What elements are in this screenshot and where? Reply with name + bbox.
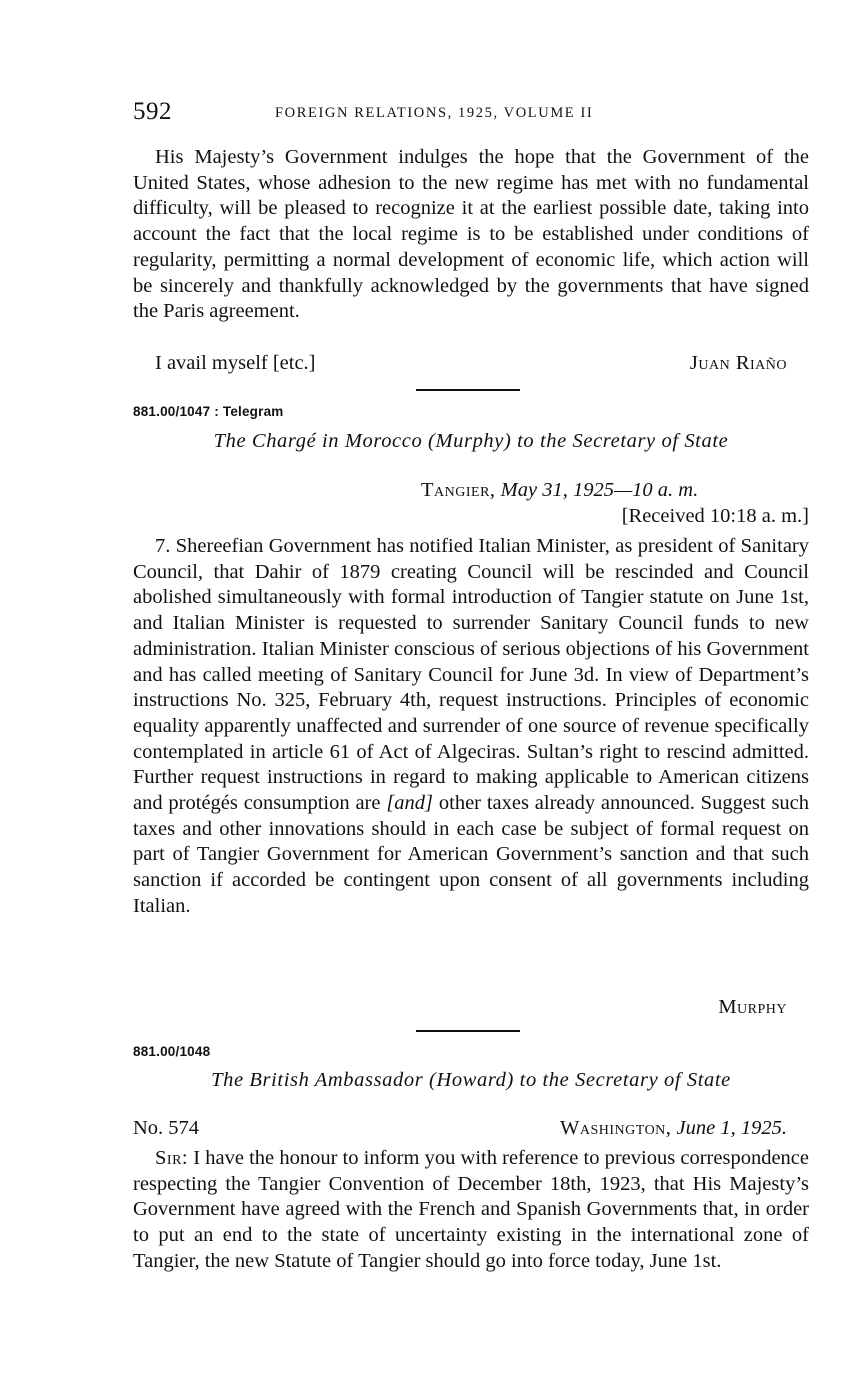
telegram-dateline	[133, 479, 809, 505]
telegram-body-block	[133, 534, 809, 920]
letter1-signature: Juan Riaño	[689, 352, 787, 374]
letter2-file-number: 881.00/1048	[133, 1044, 211, 1059]
running-title: FOREIGN RELATIONS, 1925, VOLUME II	[275, 105, 594, 121]
telegram-body	[133, 534, 809, 920]
letter2-body	[133, 1146, 809, 1275]
letter1-closing: I avail myself [etc.]	[155, 352, 316, 374]
telegram-dateline-place: Tangier,	[421, 479, 496, 501]
letter2-body-block	[133, 1146, 809, 1275]
letter1-body: His Majesty’s Government indulges the hope that the Government of the United States, whose adhesion to the new regime has met with no fundamental difficulty, will be pleased to recognize it at the earliest possible date, taking into account the fact that the local regime is to be established under conditions of regularity, permitting a normal development of economic life, which action will be sincerely and thankfully acknowledged by the governments that have signed the Paris agreement.	[133, 146, 809, 323]
letter1-closing-row	[133, 352, 809, 378]
letter2-salutation: Sir:	[155, 1147, 189, 1169]
letter2-heading: The British Ambassador (Howard) to the Secretary of State	[211, 1069, 731, 1091]
letter2-body-text: I have the honour to inform you with reference to previous correspondence respecting the Tangier Convention of December 18th, 1923, that His Majesty’s Government have agreed with the French and Spanish Governments that, in order to put an end to the state of uncertainty existing in the international zone of Tangier, the new Statute of Tangier should go into force today, June 1st.	[133, 1147, 809, 1272]
telegram-file-number: 881.00/1047 : Telegram	[133, 404, 284, 419]
telegram-body-insert: [and]	[386, 792, 434, 815]
letter2-dateline	[133, 1117, 809, 1143]
running-head	[133, 98, 809, 128]
letter2-dateline-place: Washington,	[560, 1117, 672, 1139]
letter1-body-block	[133, 145, 809, 325]
telegram-signature: Murphy	[718, 996, 787, 1018]
telegram-body-text: 7. Shereefian Government has notified Italian Minister, as president of Sanitary Council, that Dahir of 1879 creating Council will be rescinded and Council abolished simultaneously with formal introduction of Tangier statute on June 1st, and Italian Minister is requested to surrender Sanitary Council funds to new administration. Italian Minister conscious of serious objections of his Government and has called meeting of Sanitary Council for June 3d. In view of Department’s instructions No. 325, February 4th, request instructions. Principles of economic equality apparently unaffected and surrender of one source of revenue specifically contemplated in article 61 of Act of Algeciras. Sultan’s right to rescind admitted. Further request instructions in regard to making applicable to American citizens and protégés consumption are	[133, 535, 809, 815]
telegram-signature-row	[133, 996, 809, 1022]
section-divider	[416, 389, 520, 391]
letter2-number: No. 574	[133, 1117, 200, 1139]
page-number: 592	[133, 98, 172, 125]
telegram-heading: The Chargé in Morocco (Murphy) to the Secretary of State	[213, 430, 729, 452]
telegram-body-end: other taxes already announced. Suggest such taxes and other innovations should in each case be subject of formal request on part of Tangier Government for American Government’s sanction and that such sanction if accorded be contingent upon consent of all governments including Italian.	[133, 792, 810, 917]
telegram-dateline-date: May 31, 1925—10 a. m.	[500, 479, 699, 501]
telegram-received-row	[133, 505, 809, 531]
section-divider-2	[416, 1030, 520, 1032]
telegram-received: [Received 10:18 a. m.]	[621, 505, 809, 527]
letter2-dateline-date: June 1, 1925.	[676, 1117, 787, 1139]
